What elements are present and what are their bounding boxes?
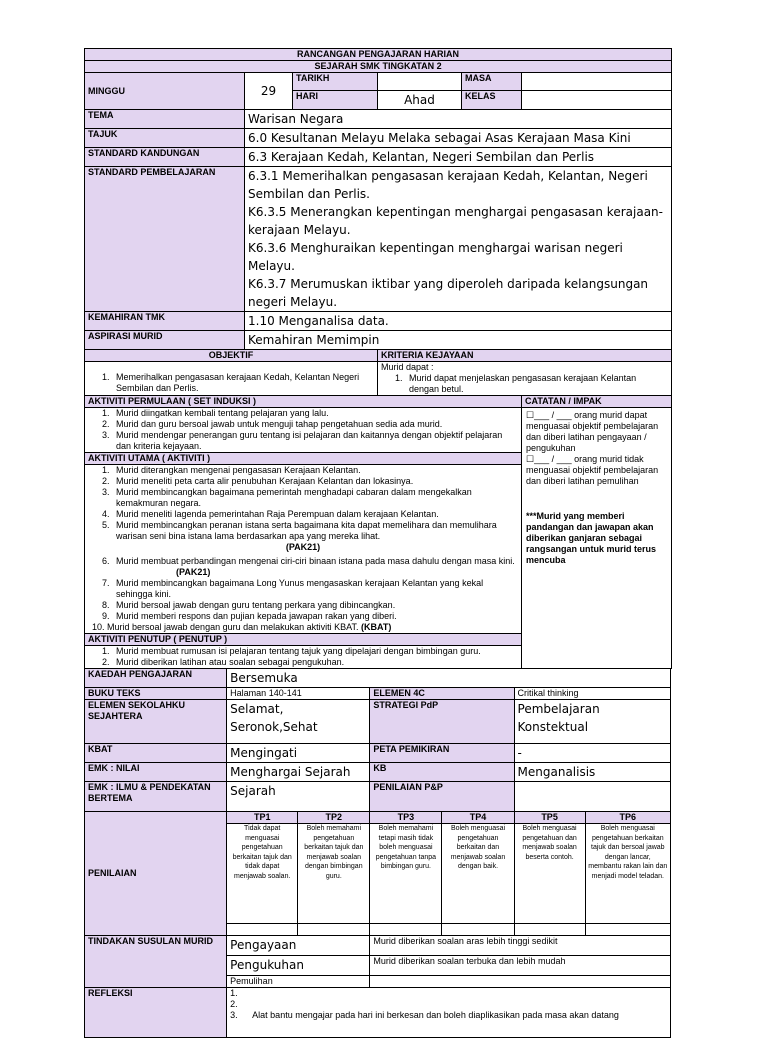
utama-item xyxy=(112,556,518,578)
elemen-4c-value: Critikal thinking xyxy=(514,688,670,700)
penutup-item: 2. Murid diberikan latihan atau soalan sebagai pengukuhan. xyxy=(112,657,518,668)
hari-label: HARI xyxy=(293,91,378,110)
pak21-tag: (PAK21) xyxy=(176,567,211,577)
aktiviti-penutup-label: AKTIVITI PENUTUP ( PENUTUP ) xyxy=(85,634,522,646)
lesson-plan-sheet xyxy=(84,48,671,1038)
penutup-item: 1. Murid membuat rumusan isi pelajaran tentang tajuk yang dipelajari dengan bimbingan guru. xyxy=(112,646,518,657)
refleksi-line xyxy=(230,1010,667,1021)
catatan-impak xyxy=(522,408,672,669)
pak21-tag: (PAK21) xyxy=(285,542,321,552)
lesson-plan-table xyxy=(84,48,672,669)
objektif-item: 1. Memerihalkan pengasasan kerajaan Kedah, Kelantan Negeri Sembilan dan Perlis. xyxy=(112,372,374,394)
masa-label: MASA xyxy=(462,73,522,91)
buku-teks-value: Halaman 140-141 xyxy=(227,688,370,700)
sp-line: K6.3.5 Menerangkan kepentingan menghargai pengasasan kerajaan-kerajaan Melayu. xyxy=(248,205,663,237)
pemulihan-label: Pemulihan xyxy=(227,976,370,988)
tp3-desc: Boleh memahami tetapi masih tidak boleh menguasai pengetahuan tanpa bimbingan guru. xyxy=(370,824,442,924)
permulaan-item: 1. Murid diingatkan kembali tentang pelajaran yang lalu. xyxy=(112,408,518,419)
tp6-checkbox[interactable] xyxy=(585,924,670,936)
tp6-header: TP6 xyxy=(585,812,670,824)
sp-line: 6.3.1 Memerihalkan pengasasan kerajaan Kedah, Kelantan, Negeri Sembilan dan Perlis. xyxy=(248,169,648,201)
utama-item: 3. Murid membincangkan bagaimana pemerintah menghadapi cabaran dalam mengekalkan kemakmuran negara. xyxy=(112,487,518,509)
tp2-desc: Boleh memahami pengetahuan berkaitan tajuk dan menjawab soalan dengan bimbingan guru. xyxy=(298,824,370,924)
utama-item: 5. Murid membincangkan peranan istana serta bagaimana kita dapat memelihara dan memulihara warisan seni bina istana lama berdasarkan apa yang mereka lihat. xyxy=(112,520,518,542)
tp4-checkbox[interactable] xyxy=(442,924,514,936)
aktiviti-permulaan-label: AKTIVITI PERMULAAN ( SET INDUKSI ) xyxy=(85,396,522,408)
kbat-label: KBAT xyxy=(85,744,227,763)
tema-label: TEMA xyxy=(85,110,245,129)
aktiviti-utama-list xyxy=(85,465,522,634)
aktiviti-permulaan-list xyxy=(85,408,522,453)
tindakan-susulan-label: TINDAKAN SUSULAN MURID xyxy=(85,936,227,988)
doc-subtitle: SEJARAH SMK TINGKATAN 2 xyxy=(85,61,672,73)
tp6-desc: Boleh menguasai pengetahuan berkaitan tajuk dan bersoal jawab dengan lancar, membantu rakan lain dan menjadi model teladan. xyxy=(585,824,670,924)
sekolahku-sejahtera-label: ELEMEN SEKOLAHKU SEJAHTERA xyxy=(85,700,227,744)
strategi-pdp-label: STRATEGI PdP xyxy=(370,700,514,744)
tp4-header: TP4 xyxy=(442,812,514,824)
emk-nilai-label: EMK : NILAI xyxy=(85,763,227,782)
refleksi-line: 1. xyxy=(230,988,238,998)
penilaian-label: PENILAIAN xyxy=(85,812,227,936)
kbat-tag: (KBAT) xyxy=(361,622,392,632)
tp3-header: TP3 xyxy=(370,812,442,824)
lesson-plan-lower-table xyxy=(84,669,671,1038)
objektif-list xyxy=(85,362,378,396)
catatan-tidak-menguasai: ☐___ / ___ orang murid tidak menguasai objektif pembelajaran dan diberi latihan pemulihan xyxy=(526,454,659,486)
utama-item-text: 10. Murid bersoal jawab dengan guru dan melakukan aktiviti KBAT. xyxy=(92,622,359,632)
tp5-desc: Boleh menguasai pengetahuan dan menjawab soalan beserta contoh. xyxy=(514,824,585,924)
sp-line: K6.3.7 Merumuskan iktibar yang diperoleh daripada kelangsungan negeri Melayu. xyxy=(248,277,649,309)
utama-item: 8. Murid bersoal jawab dengan guru tentang perkara yang dibincangkan. xyxy=(112,600,518,611)
kemahiran-tmk-value: 1.10 Menganalisa data. xyxy=(245,312,672,331)
hari-value: Ahad xyxy=(378,91,462,110)
utama-item: 4. Murid meneliti lagenda pemerintahan Raja Perempuan dalam kerajaan Kelantan. xyxy=(112,509,518,520)
buku-teks-label: BUKU TEKS xyxy=(85,688,227,700)
tema-value: Warisan Negara xyxy=(245,110,672,129)
aspirasi-murid-value: Kemahiran Memimpin xyxy=(245,331,672,350)
penilaian-pp-value xyxy=(514,782,670,812)
standard-pembelajaran-label: STANDARD PEMBELAJARAN xyxy=(85,167,245,312)
utama-item xyxy=(88,622,518,633)
standard-pembelajaran-value xyxy=(245,167,672,312)
kriteria-list xyxy=(378,362,672,396)
kelas-label: KELAS xyxy=(462,91,522,110)
penilaian-pp-label: PENILAIAN P&P xyxy=(370,782,514,812)
pengayaan-label: Pengayaan xyxy=(227,936,370,956)
tp5-header: TP5 xyxy=(514,812,585,824)
kriteria-intro: Murid dapat : xyxy=(381,362,434,372)
permulaan-item: 3. Murid mendengar penerangan guru tentang isi pelajaran dan kaitannya dengan objektif pelajaran dan kriteria kejayaan. xyxy=(112,430,518,452)
tarikh-value xyxy=(378,73,462,91)
refleksi-line-number: 3. xyxy=(230,1010,238,1020)
tarikh-label: TARIKH xyxy=(293,73,378,91)
kbat-value: Mengingati xyxy=(227,744,370,763)
elemen-4c-label: ELEMEN 4C xyxy=(370,688,514,700)
permulaan-item: 2. Murid dan guru bersoal jawab untuk menguji tahap pengetahuan sedia ada murid. xyxy=(112,419,518,430)
kemahiran-tmk-label: KEMAHIRAN TMK xyxy=(85,312,245,331)
tp1-desc: Tidak dapat menguasai pengetahuan berkaitan tajuk dan tidak dapat menjawab soalan. xyxy=(227,824,298,924)
refleksi-value xyxy=(227,988,671,1038)
utama-item-text: Murid membuat perbandingan mengenai ciri-ciri binaan istana pada masa dahulu dengan masa kini. xyxy=(116,556,515,566)
peta-pemikiran-value: - xyxy=(514,744,670,763)
utama-item: 7. Murid membincangkan bagaimana Long Yunus mengasaskan kerajaan Kelantan yang kekal sehingga kini. xyxy=(112,578,518,600)
sekolahku-sejahtera-value: Selamat, Seronok,Sehat xyxy=(227,700,370,744)
catatan-label: CATATAN / IMPAK xyxy=(522,396,672,408)
minggu-label: MINGGU xyxy=(85,73,245,110)
standard-kandungan-label: STANDARD KANDUNGAN xyxy=(85,148,245,167)
kaedah-value: Bersemuka xyxy=(227,669,671,688)
tajuk-label: TAJUK xyxy=(85,129,245,148)
masa-value xyxy=(522,73,672,91)
peta-pemikiran-label: PETA PEMIKIRAN xyxy=(370,744,514,763)
kb-value: Menganalisis xyxy=(514,763,670,782)
pengayaan-desc: Murid diberikan soalan aras lebih tinggi sedikit xyxy=(370,936,671,956)
objektif-label: OBJEKTIF xyxy=(85,350,378,362)
emk-ilmu-value: Sejarah xyxy=(227,782,370,812)
tp3-checkbox[interactable] xyxy=(370,924,442,936)
aktiviti-penutup-list xyxy=(85,646,522,669)
tp2-checkbox[interactable] xyxy=(298,924,370,936)
standard-kandungan-value: 6.3 Kerajaan Kedah, Kelantan, Negeri Sembilan dan Perlis xyxy=(245,148,672,167)
tajuk-value: 6.0 Kesultanan Melayu Melaka sebagai Asas Kerajaan Masa Kini xyxy=(245,129,672,148)
tp4-desc: Boleh menguasai pengetahuan berkaitan dan menjawab soalan dengan baik. xyxy=(442,824,514,924)
kriteria-kejayaan-label: KRITERIA KEJAYAAN xyxy=(378,350,672,362)
pengukuhan-label: Pengukuhan xyxy=(227,956,370,976)
tp1-checkbox[interactable] xyxy=(227,924,298,936)
emk-ilmu-label: EMK : ILMU & PENDEKATAN BERTEMA xyxy=(85,782,227,812)
strategi-pdp-value: Pembelajaran Konstektual xyxy=(514,700,670,744)
kb-label: KB xyxy=(370,763,514,782)
pemulihan-desc xyxy=(370,976,671,988)
utama-item: 2. Murid meneliti peta carta alir penubuhan Kerajaan Kelantan dan lokasinya. xyxy=(112,476,518,487)
kaedah-label: KAEDAH PENGAJARAN xyxy=(85,669,227,688)
tp1-header: TP1 xyxy=(227,812,298,824)
catatan-menguasai: ☐___ / ___ orang murid dapat menguasai objektif pembelajaran dan diberi latihan pengayaan / pengukuhan xyxy=(526,410,659,453)
kriteria-item: 1. Murid dapat menjelaskan pengasasan kerajaan Kelantan dengan betul. xyxy=(405,373,668,395)
minggu-value: 29 xyxy=(245,73,293,110)
emk-nilai-value: Menghargai Sejarah xyxy=(227,763,370,782)
utama-item: 9. Murid memberi respons dan pujian kepada jawapan rakan yang diberi. xyxy=(112,611,518,622)
kelas-value xyxy=(522,91,672,110)
pengukuhan-desc: Murid diberikan soalan terbuka dan lebih mudah xyxy=(370,956,671,976)
doc-title: RANCANGAN PENGAJARAN HARIAN xyxy=(85,49,672,61)
tp5-checkbox[interactable] xyxy=(514,924,585,936)
sp-line: K6.3.6 Menghuraikan kepentingan menghargai warisan negeri Melayu. xyxy=(248,241,623,273)
catatan-ganjaran: ***Murid yang memberi pandangan dan jawapan akan diberikan ganjaran sebagai rangsangan untuk murid terus mencuba xyxy=(526,511,657,565)
aspirasi-murid-label: ASPIRASI MURID xyxy=(85,331,245,350)
refleksi-label: REFLEKSI xyxy=(85,988,227,1038)
tp2-header: TP2 xyxy=(298,812,370,824)
aktiviti-utama-label: AKTIVITI UTAMA ( AKTIVITI ) xyxy=(85,453,522,465)
refleksi-line-text: Alat bantu mengajar pada hari ini berkesan dan boleh diaplikasikan pada masa akan datang xyxy=(252,1010,619,1020)
refleksi-line: 2. xyxy=(230,999,238,1009)
utama-item: 1. Murid diterangkan mengenai pengasasan Kerajaan Kelantan. xyxy=(112,465,518,476)
